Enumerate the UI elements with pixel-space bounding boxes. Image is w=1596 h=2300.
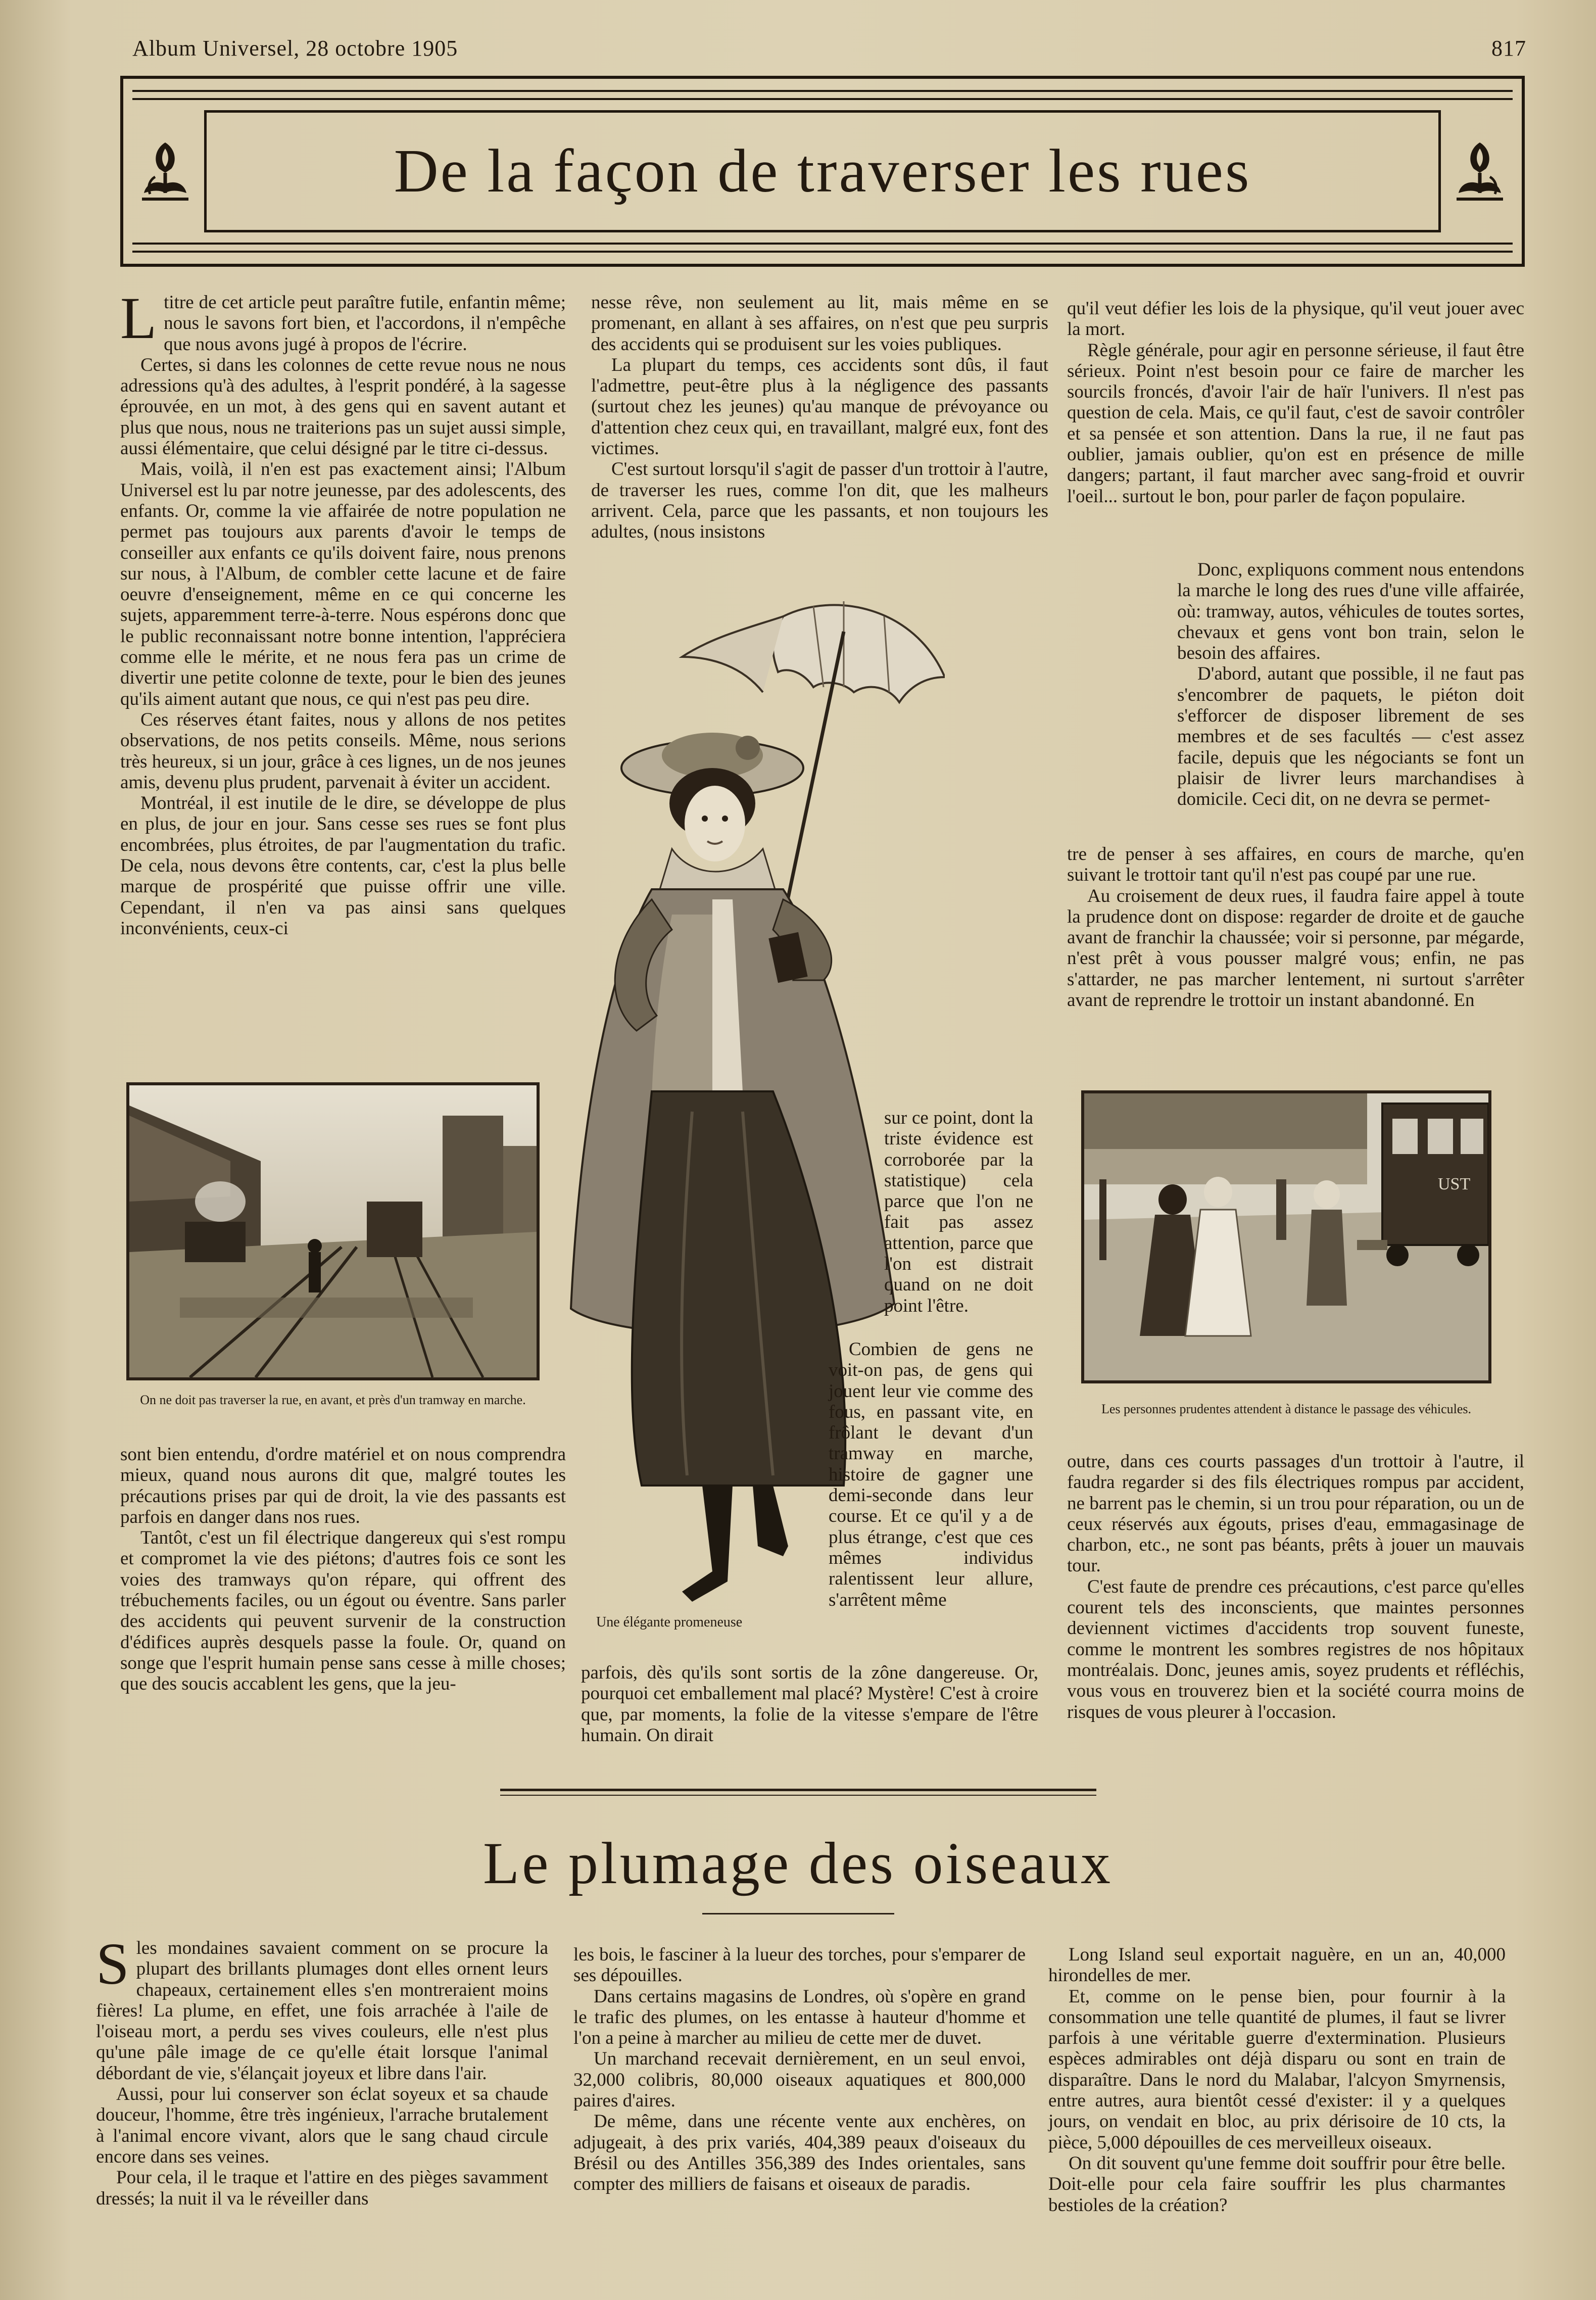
tram-sign: UST <box>1438 1175 1471 1193</box>
paragraph: Combien de gens ne voit-on pas, de gens qui jouent leur vie comme des fous, en passant vite, en frôlant le devant d'un tramway en marche, histoire de gagner une demi-seconde dans leur course. Et ce qu'il y a de plus étrange, c'est que ces mêmes individus ralentissent leur allure, s'arrêtent même <box>829 1339 1033 1610</box>
paragraph: C'est surtout lorsqu'il s'agit de passer d'un trottoir à l'autre, de traverser les rues, comme l'on dit, que les malheurs arrivent. Cela, parce que les passants, et non toujours les adultes, (nous insistons <box>591 459 1048 543</box>
paragraph: Mais, voilà, il n'en est pas exactement ainsi; l'Album Universel est lu par notre jeunesse, par des adolescents, des enfants. Or, comme la vie affairée de notre population ne permet pas toujours aux parents d'avoir le temps de conseiller aux enfants ce qu'ils doivent faire, nous prenons sur nous, à l'Album, de combler cette lacune et de faire oeuvre d'enseignement, même en ce qui concerne les sujets, apparemment terre-à-terre. Nous espérons donc que le public reconnaissant notre bonne intention, l'appréciera comme elle le mérite, et ne nous fera pas un crime de divertir une petite colonne de texte, pour le bien des jeunes qu'ils aiment autant que nous, ce qui n'est pas peu dire. <box>120 459 566 709</box>
article-column-2-bottom <box>581 1662 1038 1746</box>
paragraph: qu'il veut défier les lois de la physique, qu'il veut jouer avec la mort. <box>1067 298 1524 340</box>
paragraph: nesse rêve, non seulement au lit, mais même en se promenant, en allant à ses affaires, on n'est que peu surpris des accidents qui se produisent sur les voies publiques. <box>591 292 1048 355</box>
section-divider <box>500 1789 1096 1791</box>
article-column-3-indented <box>1177 559 1524 810</box>
paragraph: parfois, dès qu'ils sont sortis de la zône dangereuse. Or, pourquoi cet emballement mal placé? Mystère! C'est à croire que, par moments, la folie de la vitesse s'empare de l'être humain. On dirait <box>581 1662 1038 1746</box>
paragraph: Long Island seul exportait naguère, en un an, 40,000 hirondelles de mer. <box>1048 1944 1506 1986</box>
article-title-frame <box>120 76 1525 267</box>
paragraph: sont bien entendu, d'ordre matériel et on nous comprendra mieux, quand nous aurons dit que, malgré toutes les précautions prises par qui de droit, la vie des passants est parfois en danger dans nos rues. <box>120 1444 566 1527</box>
paragraph: Certes, si dans les colonnes de cette revue nous ne nous adressions qu'à des adultes, à l'esprit pondéré, à la sagesse éprouvée, en un mot, à des gens qui en savent autant et plus que nous, nous ne traiterions pas un sujet aussi simple, aussi élémentaire, que celui désigné par le titre ci-dessus. <box>120 354 566 459</box>
paragraph: La plupart du temps, ces accidents sont dûs, il faut l'admettre, peut-être plus à la négligence des passants (surtout chez les jeunes) qu'au manque de prévoyance ou d'attention chez ceux qui, en travaillant, malgré eux, font des victimes. <box>591 354 1048 459</box>
photo-caption: On ne doit pas traverser la rue, en avant, et près d'un tramway en marche. <box>140 1393 526 1407</box>
section-divider-thin <box>500 1795 1096 1796</box>
article-title: De la façon de traverser les rues <box>394 137 1251 205</box>
illustration-caption: Une élégante promeneuse <box>596 1614 743 1630</box>
article-column-2 <box>591 292 1048 543</box>
paragraph: Ces réserves étant faites, nous y allons de nos petites observations, de nos petits conseils. Même, nous serions très heureux, si un jour, grâce à ces lignes, un de nos jeunes amis, devenu plus prudent, parvenait à éviter un accident. <box>120 709 566 793</box>
title-underline <box>702 1913 894 1914</box>
paragraph: Donc, expliquons comment nous entendons la marche le long des rues d'une ville affairée, où: tramway, autos, véhicules de toutes sortes, chevaux et gens vont bon train, selon le besoin des affaires. <box>1177 559 1524 664</box>
photo-caption: Les personnes prudentes attendent à distance le passage des véhicules. <box>1101 1402 1472 1416</box>
article-column-2-wrap <box>884 1108 1033 1316</box>
paragraph: Règle générale, pour agir en personne sérieuse, il faut être sérieux. Point n'est besoin pour ce faire de marcher les sourcils froncés, d'avoir l'air de haïr l'univers. Il n'est pas question de cela. Mais, ce qu'il faut, c'est de savoir contrôler et sa pensée et son attention. Dans la rue, il ne faut pas oublier, jamais oublier, qu'on est en présence de mille dangers; partant, il faut marcher avec sang-froid et ouvrir l'oeil... surtout le bon, pour parler de façon populaire. <box>1067 340 1524 507</box>
paragraph: Dans certains magasins de Londres, où s'opère en grand le trafic des plumes, on les entasse à hauteur d'homme et l'on a peine à marcher au milieu de cette mer de duvet. <box>573 1986 1026 2049</box>
article-column-3-bottom <box>1067 1451 1524 1722</box>
paragraph: tre de penser à ses affaires, en cours de marche, qu'en suivant le trottoir tant qu'il n'est pas coupé par une rue. <box>1067 844 1524 886</box>
drop-cap: L <box>120 285 157 351</box>
paragraph: Un marchand recevait dernièrement, en un seul envoi, 32,000 colibris, 80,000 oiseaux aquatiques et 800,000 paires d'aires. <box>573 2048 1026 2112</box>
paragraph: Pour cela, il le traque et l'attire en des pièges savamment dressés; la nuit il va le réveiller dans <box>96 2167 548 2209</box>
street-photo-tramway <box>126 1082 540 1380</box>
article2-column-3 <box>1048 1944 1506 2216</box>
paragraph: D'abord, autant que possible, il ne faut pas s'encombrer de paquets, le piéton doit s'efforcer de disposer librement de ses membres et de ses facultés — c'est assez facile, depuis que les négociants se font un plaisir de livrer leurs marchandises à domicile. Ceci dit, on ne devra se permet- <box>1177 663 1524 810</box>
paragraph: C'est faute de prendre ces précautions, c'est parce qu'elles courent tels des inconscients, que maintes personnes deviennent victimes d'accidents trop souvent funeste, comme le montrent les sombres registres de nos hôpitaux montréalais. Donc, jeunes amis, soyez prudents et réfléchis, vous vous en trouverez bien et la société courra moins de risques de vous pleurer à l'occasion. <box>1067 1576 1524 1722</box>
article-title: Le plumage des oiseaux <box>482 1830 1114 1896</box>
paragraph: Et, comme on le pense bien, pour fournir à la consommation une telle quantité de plumes, il faut se livrer parfois à une véritable guerre d'extermination. Plusieurs espèces admirables ont déjà disparu ou sont en train de disparaître. Dans le nord du Malabar, l'alcyon Smyrnensis, entre autres, aura bientôt cessé d'exister: il y a quelques jours, on vendait en bloc, au prix dérisoire de 10 cts, la pièce, 5,000 dépouilles de ces merveilleux oiseaux. <box>1048 1986 1506 2153</box>
article2-column-1 <box>96 1931 548 2209</box>
page-number: 817 <box>1491 36 1526 61</box>
paragraph: titre de cet article peut paraître futile, enfantin même; nous le savons fort bien, et l'accordons, il n'empêche que nous avons jugé à propos de l'écrire. <box>164 292 566 355</box>
tulip-ornament-icon <box>1442 110 1518 232</box>
paragraph: les mondaines savaient comment on se procure la plupart des brillants plumages dont elles ornent leurs chapeaux, certainement elles s'en montreraient moins fières! La plume, en effet, une fois arrachée à l'aile de l'oiseau mort, a perdu ses vives couleurs, elle n'est plus qu'une pâle image de ce qu'elle était lorsque l'animal débordant de vie, s'élançait joyeux et libre dans l'air. <box>96 1938 548 2084</box>
running-header: Album Universel, 28 octobre 1905 <box>132 36 458 61</box>
paragraph: Montréal, il est inutile de le dire, se développe de plus en plus, de jour en jour. Sans cesse ses rues se font plus encombrées, plus étroites, de par l'augmentation du trafic. De cela, nous devons être contents, car, c'est la plus belle marque de prospérité que puisse offrir une ville. Cependant, il n'en va pas ainsi sans quelques inconvénients, ceux-ci <box>120 793 566 939</box>
article-column-3-mid <box>1067 844 1524 1011</box>
article2-column-2 <box>573 1944 1026 2195</box>
article-column-3 <box>1067 298 1524 507</box>
paragraph: On dit souvent qu'une femme doit souffrir pour être belle. Doit-elle pour cela faire souffrir les plus charmantes bestioles de la création? <box>1048 2152 1506 2216</box>
paragraph: outre, dans ces courts passages d'un trottoir à l'autre, il faudra regarder si des fils électriques rompus par accident, ne barrent pas le chemin, si un trou pour réparation, ou un de ceux réservés aux égouts, prises d'eau, emmagasinage de charbon, etc., ne sont pas béants, prêts à jouer un mauvais tour. <box>1067 1451 1524 1576</box>
paragraph: Au croisement de deux rues, il faudra faire appel à toute la prudence dont on dispose: regarder de droite et de gauche avant de franchir la chaussée; voir si personne, par mégarde, n'est prêt à vous pousser malgré vous; enfin, ne pas s'attarder, ne pas marcher lentement, ni surtout s'arrêter avant de reprendre le trottoir un instant abandonné. En <box>1067 885 1524 1011</box>
article-column-2-wrap-b <box>829 1339 1033 1610</box>
paragraph: les bois, le fasciner à la lueur des torches, pour s'emparer de ses dépouilles. <box>573 1944 1026 1986</box>
paragraph: sur ce point, dont la triste évidence est corroborée par la statistique) cela parce que l'on ne fait pas assez attention, parce que l'on est distrait quand on ne doit point l'être. <box>884 1108 1033 1316</box>
article-column-1 <box>120 285 566 939</box>
tulip-ornament-icon <box>127 110 203 232</box>
paragraph: De même, dans une récente vente aux enchères, on adjugeait, à des prix variés, 404,389 peaux d'oiseaux du Brésil ou des Antilles 356,389 des Indes orientales, sans compter des milliers de faisans et oiseaux de paradis. <box>573 2111 1026 2195</box>
paragraph: Tantôt, c'est un fil électrique dangereux qui s'est rompu et compromet la vie des piétons; d'autres fois ce sont les voies des tramways qu'on répare, qui offrent des trébuchements faciles, ou un égout ou éventre. Sans parler des accidents qui peuvent survenir de la construction d'édifices auprès desquels passe la foule. Or, quand on songe que l'esprit humain pense sans cesse à mille choses; que des soucis accablent les gens, que la jeu- <box>120 1527 566 1695</box>
drop-cap: S <box>96 1931 129 1997</box>
street-photo-pedestrians <box>1081 1090 1491 1383</box>
paragraph: Aussi, pour lui conserver son éclat soyeux et sa chaude douceur, l'homme, être très ingénieux, l'arrache brutalement à l'animal encore vivant, alors que le sang chaud circule encore dans ses veines. <box>96 2084 548 2167</box>
article-column-1-continued <box>120 1444 566 1695</box>
